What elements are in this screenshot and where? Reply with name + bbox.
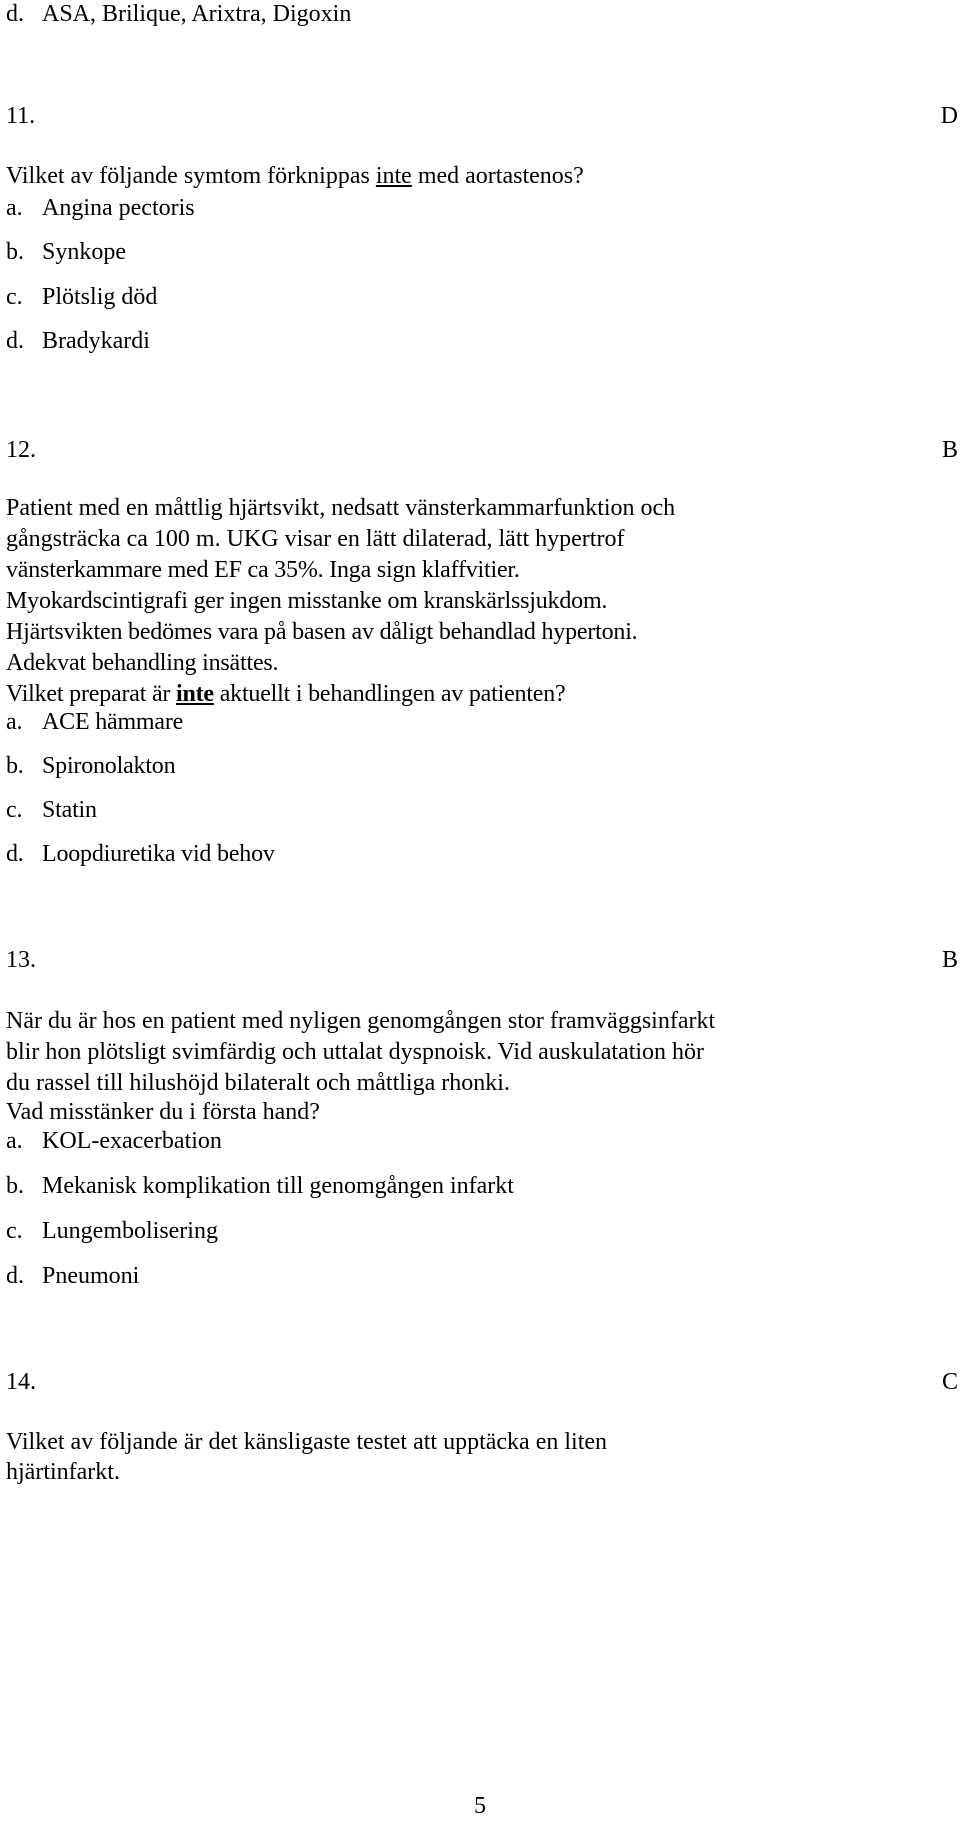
question-12-text-line: Patient med en måttlig hjärtsvikt, nedsatt vänsterkammarfunktion och bbox=[6, 495, 676, 521]
question-12-number: 12. bbox=[6, 437, 36, 463]
question-13-text-line: Vad misstänker du i första hand? bbox=[6, 1099, 320, 1125]
option-text: Bradykardi bbox=[42, 328, 150, 354]
question-13-option-d bbox=[6, 1262, 139, 1290]
option-letter: b. bbox=[6, 753, 24, 779]
option-letter: c. bbox=[6, 1218, 23, 1244]
question-11-option-b bbox=[6, 238, 126, 266]
question-12-option-d bbox=[6, 840, 275, 868]
question-11-stem bbox=[6, 162, 584, 190]
option-text: Spironolakton bbox=[42, 753, 176, 779]
question-13-option-b bbox=[6, 1172, 514, 1200]
question-13-text-line: du rassel till hilushöjd bilateralt och måttliga rhonki. bbox=[6, 1070, 510, 1096]
option-letter: a. bbox=[6, 709, 23, 735]
question-12-option-b bbox=[6, 752, 175, 780]
question-13-answer: B bbox=[941, 947, 958, 973]
option-letter: a. bbox=[6, 1128, 23, 1154]
question-11-option-d bbox=[6, 327, 150, 355]
option-letter: c. bbox=[6, 797, 23, 823]
question-14-text-line: hjärtinfarkt. bbox=[6, 1459, 120, 1485]
option-letter: d. bbox=[6, 328, 24, 354]
question-12-question-before: Vilket preparat är bbox=[6, 681, 177, 707]
question-12-answer: B bbox=[941, 437, 958, 463]
option-text: Loopdiuretika vid behov bbox=[42, 841, 275, 867]
option-text: KOL-exacerbation bbox=[42, 1128, 222, 1154]
question-14-text-line: Vilket av följande är det känsligaste testet att upptäcka en liten bbox=[6, 1429, 608, 1455]
option-text: Mekanisk komplikation till genomgången infarkt bbox=[42, 1173, 514, 1199]
question-14-number: 14. bbox=[6, 1369, 36, 1395]
question-11-option-c bbox=[6, 283, 157, 311]
option-letter: d. bbox=[6, 841, 24, 867]
question-12-text-line: Adekvat behandling insättes. bbox=[6, 650, 279, 676]
question-11-number: 11. bbox=[6, 103, 36, 129]
question-11-answer: D bbox=[940, 103, 958, 129]
question-13-option-a bbox=[6, 1127, 222, 1155]
option-letter: d. bbox=[6, 1, 24, 27]
question-13-number: 13. bbox=[6, 947, 36, 973]
option-text: Plötslig död bbox=[42, 284, 158, 310]
prev-question-option-d bbox=[6, 0, 351, 28]
question-12-question-emphasis: inte bbox=[176, 681, 214, 707]
option-letter: b. bbox=[6, 239, 24, 265]
option-text: Angina pectoris bbox=[42, 195, 195, 221]
option-text: Pneumoni bbox=[42, 1263, 140, 1289]
question-12-text-line: Hjärtsvikten bedömes vara på basen av dåligt behandlad hypertoni. bbox=[6, 619, 638, 645]
question-13-option-c bbox=[6, 1217, 218, 1245]
option-letter: c. bbox=[6, 284, 23, 310]
question-12-option-c bbox=[6, 796, 97, 824]
question-12-text-line: vänsterkammare med EF ca 35%. Inga sign klaffvitier. bbox=[6, 557, 520, 583]
option-text: ASA, Brilique, Arixtra, Digoxin bbox=[42, 1, 352, 27]
option-text: Synkope bbox=[42, 239, 126, 265]
question-11-stem-emphasis: inte bbox=[375, 163, 412, 189]
page-number: 5 bbox=[474, 1793, 486, 1819]
question-11-stem-before: Vilket av följande symtom förknippas bbox=[6, 163, 376, 189]
question-13-text-line: blir hon plötsligt svimfärdig och uttalat dyspnoisk. Vid auskulatation hör bbox=[6, 1039, 705, 1065]
question-12-option-a bbox=[6, 708, 183, 736]
question-11-option-a bbox=[6, 194, 195, 222]
option-letter: b. bbox=[6, 1173, 24, 1199]
option-text: Lungembolisering bbox=[42, 1218, 218, 1244]
option-text: ACE hämmare bbox=[42, 709, 184, 735]
question-14-answer: C bbox=[941, 1369, 958, 1395]
question-12-text-line: gångsträcka ca 100 m. UKG visar en lätt dilaterad, lätt hypertrof bbox=[6, 526, 625, 552]
question-12-question-after: aktuellt i behandlingen av patienten? bbox=[213, 681, 566, 707]
question-12-text-line: Myokardscintigrafi ger ingen misstanke om kranskärlssjukdom. bbox=[6, 588, 608, 614]
question-11-stem-after: med aortastenos? bbox=[411, 163, 584, 189]
option-text: Statin bbox=[42, 797, 97, 823]
option-letter: d. bbox=[6, 1263, 24, 1289]
option-letter: a. bbox=[6, 195, 23, 221]
question-13-text-line: När du är hos en patient med nyligen genomgången stor framväggsinfarkt bbox=[6, 1008, 716, 1034]
question-12-question bbox=[6, 680, 566, 708]
